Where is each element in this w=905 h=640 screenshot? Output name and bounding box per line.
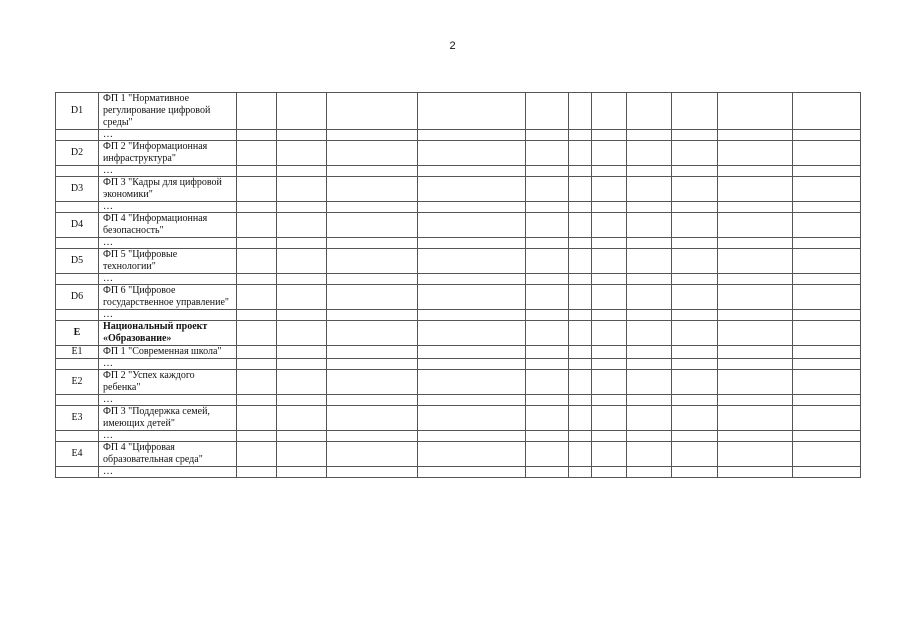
empty-cell	[718, 93, 793, 130]
empty-cell	[526, 93, 569, 130]
ellipsis-row	[56, 202, 861, 213]
row-name: ФП 1 "Нормативное регулирование цифровой среды"	[99, 93, 237, 130]
empty-cell	[418, 141, 526, 166]
empty-cell	[56, 467, 99, 478]
empty-cell	[672, 310, 718, 321]
empty-cell	[237, 249, 277, 274]
row-name: ФП 6 "Цифровое государственное управление"	[99, 285, 237, 310]
empty-cell	[327, 321, 418, 346]
empty-cell	[277, 321, 327, 346]
empty-cell	[526, 370, 569, 395]
table-row	[56, 442, 861, 467]
empty-cell	[592, 166, 627, 177]
empty-cell	[592, 467, 627, 478]
empty-cell	[277, 141, 327, 166]
empty-cell	[718, 442, 793, 467]
empty-cell	[718, 130, 793, 141]
empty-cell	[327, 274, 418, 285]
empty-cell	[672, 213, 718, 238]
empty-cell	[793, 130, 861, 141]
empty-cell	[418, 177, 526, 202]
empty-cell	[327, 238, 418, 249]
ellipsis-row	[56, 467, 861, 478]
empty-cell	[718, 321, 793, 346]
empty-cell	[237, 406, 277, 431]
empty-cell	[237, 442, 277, 467]
empty-cell	[672, 359, 718, 370]
empty-cell	[672, 467, 718, 478]
empty-cell	[592, 395, 627, 406]
empty-cell	[627, 442, 672, 467]
row-code: E	[56, 321, 99, 346]
empty-cell	[569, 285, 592, 310]
empty-cell	[718, 238, 793, 249]
empty-cell	[569, 238, 592, 249]
empty-cell	[672, 370, 718, 395]
table-row	[56, 321, 861, 346]
empty-cell	[237, 166, 277, 177]
empty-cell	[592, 249, 627, 274]
row-name: ФП 2 "Информационная инфраструктура"	[99, 141, 237, 166]
empty-cell	[56, 166, 99, 177]
empty-cell	[627, 467, 672, 478]
empty-cell	[237, 321, 277, 346]
row-code: D6	[56, 285, 99, 310]
ellipsis-row	[56, 130, 861, 141]
empty-cell	[277, 442, 327, 467]
empty-cell	[718, 406, 793, 431]
empty-cell	[569, 395, 592, 406]
empty-cell	[277, 202, 327, 213]
empty-cell	[277, 359, 327, 370]
empty-cell	[418, 166, 526, 177]
empty-cell	[718, 370, 793, 395]
table-row	[56, 406, 861, 431]
empty-cell	[627, 321, 672, 346]
empty-cell	[277, 130, 327, 141]
empty-cell	[418, 370, 526, 395]
empty-cell	[56, 274, 99, 285]
empty-cell	[592, 177, 627, 202]
empty-cell	[718, 141, 793, 166]
empty-cell	[592, 442, 627, 467]
empty-cell	[569, 359, 592, 370]
empty-cell	[793, 346, 861, 359]
empty-cell	[327, 249, 418, 274]
empty-cell	[569, 346, 592, 359]
empty-cell	[793, 467, 861, 478]
row-name: ФП 3 "Поддержка семей, имеющих детей"	[99, 406, 237, 431]
empty-cell	[627, 431, 672, 442]
empty-cell	[793, 431, 861, 442]
empty-cell	[672, 141, 718, 166]
empty-cell	[327, 406, 418, 431]
empty-cell	[718, 285, 793, 310]
empty-cell	[569, 249, 592, 274]
empty-cell	[627, 213, 672, 238]
empty-cell	[793, 249, 861, 274]
empty-cell	[627, 274, 672, 285]
empty-cell	[718, 177, 793, 202]
row-name: ФП 3 "Кадры для цифровой экономики"	[99, 177, 237, 202]
empty-cell	[569, 442, 592, 467]
empty-cell	[672, 346, 718, 359]
empty-cell	[718, 467, 793, 478]
empty-cell	[569, 202, 592, 213]
empty-cell	[526, 346, 569, 359]
empty-cell	[327, 166, 418, 177]
empty-cell	[627, 370, 672, 395]
empty-cell	[327, 442, 418, 467]
empty-cell	[237, 238, 277, 249]
empty-cell	[237, 274, 277, 285]
table-row	[56, 346, 861, 359]
empty-cell	[627, 310, 672, 321]
empty-cell	[56, 359, 99, 370]
row-name: Национальный проект «Образование»	[99, 321, 237, 346]
empty-cell	[627, 177, 672, 202]
empty-cell	[793, 359, 861, 370]
row-name: ФП 1 "Современная школа"	[99, 346, 237, 359]
empty-cell	[526, 321, 569, 346]
empty-cell	[627, 346, 672, 359]
row-name: ФП 5 "Цифровые технологии"	[99, 249, 237, 274]
empty-cell	[526, 359, 569, 370]
empty-cell	[672, 274, 718, 285]
empty-cell	[526, 406, 569, 431]
empty-cell	[418, 431, 526, 442]
empty-cell	[277, 370, 327, 395]
empty-cell	[237, 346, 277, 359]
empty-cell	[237, 310, 277, 321]
empty-cell	[793, 166, 861, 177]
empty-cell	[569, 310, 592, 321]
empty-cell	[672, 431, 718, 442]
empty-cell	[793, 238, 861, 249]
empty-cell	[718, 310, 793, 321]
ellipsis-cell: …	[99, 274, 237, 285]
empty-cell	[526, 395, 569, 406]
empty-cell	[327, 431, 418, 442]
empty-cell	[327, 177, 418, 202]
empty-cell	[718, 395, 793, 406]
empty-cell	[627, 141, 672, 166]
empty-cell	[592, 213, 627, 238]
empty-cell	[569, 141, 592, 166]
empty-cell	[418, 130, 526, 141]
empty-cell	[327, 93, 418, 130]
empty-cell	[418, 274, 526, 285]
empty-cell	[327, 213, 418, 238]
empty-cell	[793, 285, 861, 310]
empty-cell	[592, 346, 627, 359]
empty-cell	[418, 406, 526, 431]
data-table	[55, 92, 861, 478]
row-name: ФП 4 "Цифровая образовательная среда"	[99, 442, 237, 467]
empty-cell	[327, 285, 418, 310]
table-body	[56, 93, 861, 478]
empty-cell	[277, 346, 327, 359]
empty-cell	[672, 202, 718, 213]
empty-cell	[592, 202, 627, 213]
table-row	[56, 285, 861, 310]
empty-cell	[237, 141, 277, 166]
empty-cell	[237, 285, 277, 310]
empty-cell	[569, 93, 592, 130]
empty-cell	[592, 321, 627, 346]
empty-cell	[56, 395, 99, 406]
empty-cell	[526, 285, 569, 310]
empty-cell	[418, 213, 526, 238]
empty-cell	[793, 202, 861, 213]
row-code: D1	[56, 93, 99, 130]
empty-cell	[718, 213, 793, 238]
empty-cell	[592, 274, 627, 285]
page-number: 2	[449, 40, 456, 52]
empty-cell	[526, 202, 569, 213]
empty-cell	[327, 359, 418, 370]
empty-cell	[237, 467, 277, 478]
empty-cell	[569, 431, 592, 442]
ellipsis-row	[56, 310, 861, 321]
table-row	[56, 141, 861, 166]
empty-cell	[277, 310, 327, 321]
empty-cell	[672, 177, 718, 202]
empty-cell	[793, 442, 861, 467]
empty-cell	[418, 442, 526, 467]
table-row	[56, 249, 861, 274]
empty-cell	[672, 285, 718, 310]
empty-cell	[569, 166, 592, 177]
empty-cell	[237, 93, 277, 130]
empty-cell	[793, 310, 861, 321]
empty-cell	[418, 467, 526, 478]
empty-cell	[56, 202, 99, 213]
row-code: D5	[56, 249, 99, 274]
empty-cell	[237, 213, 277, 238]
empty-cell	[569, 321, 592, 346]
row-code: E4	[56, 442, 99, 467]
empty-cell	[569, 177, 592, 202]
empty-cell	[627, 285, 672, 310]
empty-cell	[569, 213, 592, 238]
empty-cell	[793, 93, 861, 130]
row-code: E2	[56, 370, 99, 395]
empty-cell	[592, 359, 627, 370]
empty-cell	[277, 395, 327, 406]
empty-cell	[793, 370, 861, 395]
empty-cell	[592, 370, 627, 395]
row-name: ФП 2 "Успех каждого ребенка"	[99, 370, 237, 395]
empty-cell	[526, 431, 569, 442]
empty-cell	[592, 141, 627, 166]
empty-cell	[718, 346, 793, 359]
ellipsis-cell: …	[99, 238, 237, 249]
empty-cell	[327, 346, 418, 359]
empty-cell	[237, 395, 277, 406]
empty-cell	[277, 249, 327, 274]
ellipsis-cell: …	[99, 166, 237, 177]
ellipsis-row	[56, 359, 861, 370]
empty-cell	[277, 213, 327, 238]
empty-cell	[56, 130, 99, 141]
empty-cell	[672, 130, 718, 141]
ellipsis-cell: …	[99, 202, 237, 213]
empty-cell	[526, 442, 569, 467]
empty-cell	[277, 238, 327, 249]
empty-cell	[277, 93, 327, 130]
empty-cell	[418, 93, 526, 130]
table-row	[56, 93, 861, 130]
empty-cell	[418, 202, 526, 213]
empty-cell	[237, 370, 277, 395]
empty-cell	[592, 130, 627, 141]
empty-cell	[793, 406, 861, 431]
empty-cell	[718, 249, 793, 274]
empty-cell	[418, 321, 526, 346]
empty-cell	[418, 346, 526, 359]
table-row	[56, 370, 861, 395]
empty-cell	[672, 395, 718, 406]
empty-cell	[418, 249, 526, 274]
ellipsis-cell: …	[99, 431, 237, 442]
empty-cell	[418, 310, 526, 321]
ellipsis-row	[56, 274, 861, 285]
empty-cell	[793, 321, 861, 346]
empty-cell	[277, 467, 327, 478]
empty-cell	[672, 166, 718, 177]
ellipsis-cell: …	[99, 130, 237, 141]
empty-cell	[526, 249, 569, 274]
empty-cell	[672, 93, 718, 130]
empty-cell	[718, 431, 793, 442]
ellipsis-cell: …	[99, 395, 237, 406]
empty-cell	[237, 359, 277, 370]
empty-cell	[418, 238, 526, 249]
empty-cell	[627, 202, 672, 213]
empty-cell	[327, 130, 418, 141]
empty-cell	[569, 406, 592, 431]
empty-cell	[418, 395, 526, 406]
empty-cell	[526, 238, 569, 249]
empty-cell	[569, 370, 592, 395]
empty-cell	[672, 238, 718, 249]
empty-cell	[526, 274, 569, 285]
row-code: E1	[56, 346, 99, 359]
empty-cell	[277, 274, 327, 285]
ellipsis-row	[56, 166, 861, 177]
empty-cell	[418, 359, 526, 370]
empty-cell	[237, 431, 277, 442]
empty-cell	[627, 166, 672, 177]
empty-cell	[526, 467, 569, 478]
empty-cell	[627, 359, 672, 370]
empty-cell	[277, 285, 327, 310]
empty-cell	[237, 177, 277, 202]
ellipsis-row	[56, 431, 861, 442]
empty-cell	[327, 395, 418, 406]
ellipsis-row	[56, 395, 861, 406]
empty-cell	[672, 321, 718, 346]
empty-cell	[793, 177, 861, 202]
empty-cell	[277, 166, 327, 177]
empty-cell	[327, 202, 418, 213]
empty-cell	[526, 310, 569, 321]
empty-cell	[56, 431, 99, 442]
empty-cell	[627, 93, 672, 130]
empty-cell	[718, 166, 793, 177]
empty-cell	[793, 274, 861, 285]
empty-cell	[627, 130, 672, 141]
empty-cell	[237, 202, 277, 213]
empty-cell	[592, 406, 627, 431]
empty-cell	[237, 130, 277, 141]
empty-cell	[672, 406, 718, 431]
row-code: E3	[56, 406, 99, 431]
row-code: D4	[56, 213, 99, 238]
empty-cell	[592, 238, 627, 249]
empty-cell	[526, 166, 569, 177]
empty-cell	[277, 177, 327, 202]
empty-cell	[627, 395, 672, 406]
table-row	[56, 213, 861, 238]
empty-cell	[793, 213, 861, 238]
empty-cell	[569, 467, 592, 478]
empty-cell	[526, 130, 569, 141]
empty-cell	[592, 431, 627, 442]
row-code: D3	[56, 177, 99, 202]
ellipsis-cell: …	[99, 310, 237, 321]
empty-cell	[277, 406, 327, 431]
empty-cell	[718, 274, 793, 285]
empty-cell	[672, 249, 718, 274]
empty-cell	[327, 141, 418, 166]
empty-cell	[327, 467, 418, 478]
empty-cell	[56, 238, 99, 249]
ellipsis-cell: …	[99, 359, 237, 370]
empty-cell	[327, 310, 418, 321]
empty-cell	[718, 359, 793, 370]
empty-cell	[718, 202, 793, 213]
empty-cell	[569, 274, 592, 285]
empty-cell	[56, 310, 99, 321]
empty-cell	[592, 310, 627, 321]
empty-cell	[327, 370, 418, 395]
empty-cell	[627, 249, 672, 274]
empty-cell	[592, 93, 627, 130]
empty-cell	[277, 431, 327, 442]
empty-cell	[526, 177, 569, 202]
empty-cell	[526, 213, 569, 238]
empty-cell	[627, 406, 672, 431]
empty-cell	[672, 442, 718, 467]
empty-cell	[627, 238, 672, 249]
empty-cell	[526, 141, 569, 166]
empty-cell	[569, 130, 592, 141]
row-name: ФП 4 "Информационная безопасность"	[99, 213, 237, 238]
ellipsis-row	[56, 238, 861, 249]
row-code: D2	[56, 141, 99, 166]
empty-cell	[592, 285, 627, 310]
ellipsis-cell: …	[99, 467, 237, 478]
empty-cell	[793, 395, 861, 406]
table-row	[56, 177, 861, 202]
empty-cell	[418, 285, 526, 310]
empty-cell	[793, 141, 861, 166]
